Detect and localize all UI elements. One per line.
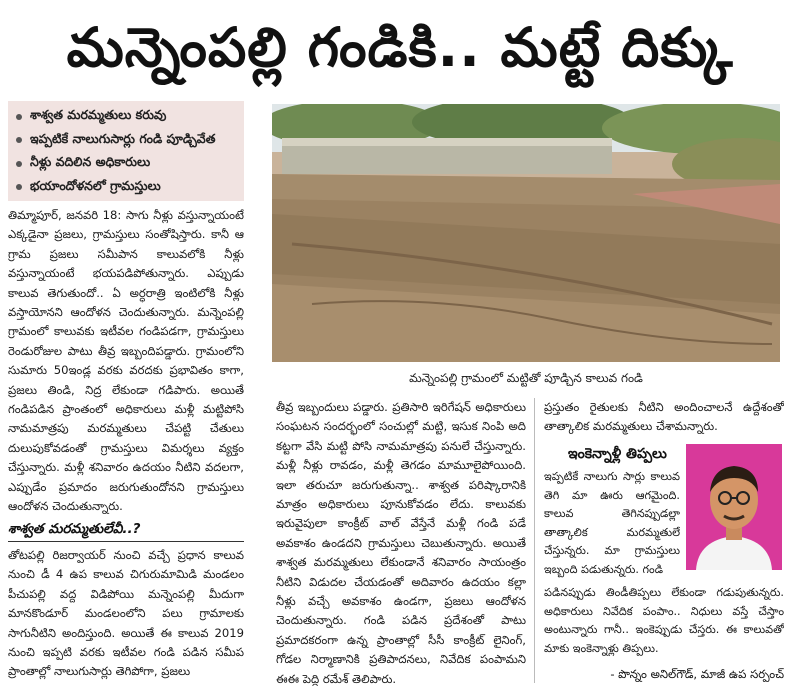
- column-divider: [534, 398, 535, 683]
- quote-text: ఇప్పటికే నాలుగు సార్లు కాలువ తెగి మా ఊరు ఆగమైంది. కాలువ తెగినప్పుడల్లా తాత్కాలిక మరమ్మతులే చేస్తున్నరు. మా గ్రామస్తులు ఇబ్బంది పడుతున్నరు. గండి: [544, 470, 680, 576]
- bullet-icon: [16, 184, 22, 190]
- article-paragraph: తిమ్మాపూర్, జనవరి 18: సాగు నీళ్లు వస్తున్నాయంటే ఎక్కడైనా ప్రజలు, గ్రామస్తులు సంతోషిస్తారు. కానీ ఆ గ్రామ ప్రజలు సమీపాన కాలువలోకి నీళ్లు వస్తున్నాయంటే భయపడిపోతున్నారు. ఎప్పుడు కాలువ తెగుతుందో.. ఏ అర్ధరాత్రి ఇంటిలోకి నీళ్లు వస్తాయోనని ఆందోళన చెందుతున్నారు. మన్నెంపల్లి గ్రామంలో కాలువకు ఇటీవల గండిపడగా, గ్రామస్తులు రెండురోజుల పాటు తీవ్ర ఇబ్బందిపడ్డారు. గ్రామంలోని సుమారు 50ఇండ్ల వరకు వరదకు ప్రభావితం కాగా, ప్రజలు తిండి, నిద్ర లేకుండా గడిపారు. అయితే గండిపడిన ప్రాంతంలో అధికారులు మళ్లీ మట్టిపోసి నామమాత్రపు మరమ్మతులు చేపట్టి చేతులు దులుపుకోవడంతో గ్రామస్తులు విమర్శలు వ్యక్తం చేస్తున్నారు. మళ్లీ శనివారం ఉదయం నీటిని వదలగా, ఎప్పుడేం ప్రమాదం జరుగుతుందోనని గ్రామస్తులు ఆందోళన చెందుతున్నారు.: [8, 208, 244, 514]
- highlights-box: [8, 101, 244, 201]
- article-column-3: [544, 398, 784, 438]
- article-column-2: [276, 398, 526, 686]
- highlight-item: శాశ్వత మరమ్మతులు కరువు: [8, 105, 244, 129]
- photo-caption: మన్నెంపల్లి గ్రామంలో మట్టితో పూడ్చిన కాలువ గండి: [409, 371, 643, 385]
- article-paragraph: తోటపల్లి రిజర్వాయర్ నుంచి వచ్చే ప్రధాన కాలువ నుంచి డీ 4 ఉప కాలువ చిగురుమామిడి మండలం పీచుపల్లి వద్ద విడిపోయి మన్నెంపల్లి మీదుగా మానకొండూర్ మండలంలోని పలు గ్రామాలకు సాగునీటిని అందిస్తుంది. అయితే ఈ కాలువ 2019 నుంచి ఇప్పటి వరకు ఇటీవల గండి పడిన సమీప ప్రాంతాల్లో నాలుగుసార్లు తెగిపోగా, ప్రజలు: [8, 548, 244, 679]
- article-column-1-continued: [8, 546, 244, 686]
- subhead-rule: [8, 541, 244, 542]
- article-column-1: [8, 206, 244, 526]
- canal-breach-photo: [272, 104, 780, 362]
- quote-attribution: - పొన్నం అనిల్‌గౌడ్, మాజీ ఉప సర్పంచ్: [610, 667, 784, 681]
- quote-text-continued: పడినప్పుడు తిండీతిప్పలు లేకుండా గడుపుతున్నరు. అధికారులు నివేదిక పంపాం.. నిధులు వస్తే చేస్తాం అంటున్నారు గానీ.. ఇంకెప్పుడు చేస్తరు. ఈ కాలువతో మాకు ఇంకెన్నాళ్లు తిప్పలు.: [544, 586, 784, 655]
- article-paragraph: ప్రస్తుతం రైతులకు నీటిని అందించాలనే ఉద్దేశంతో తాత్కాలిక మరమ్మతులు చేశామన్నారు.: [544, 400, 784, 434]
- highlight-item: భయాందోళనలో గ్రామస్తులు: [8, 176, 244, 200]
- bullet-icon: [16, 137, 22, 143]
- bullet-icon: [16, 161, 22, 167]
- section-subhead: శాశ్వత మరమ్మతులేవీ..?: [8, 521, 141, 537]
- article-paragraph: తీవ్ర ఇబ్బందులు పడ్డారు. ప్రతిసారి ఇరిగేషన్ అధికారులు సంఘటన సందర్భంలో సంచుల్లో మట్టి, ఇసుక నింపి అది కట్టగా వేసి మట్టి పోసి నామమాత్రపు పనులే చేస్తున్నారు. మళ్లీ నీళ్లు రావడం, మళ్లీ తెగడం మామూలైపోయింది. ఇలా తరుచూ జరుగుతున్నా.. శాశ్వత పరిష్కారానికి మాత్రం అధికారులు పూనుకోవడం లేదు. కాలువకు ఇరువైపులా కాంక్రీట్ వాల్ వేస్తేనే మళ్లీ గండి పడే అవకాశం ఉండదని గ్రామస్తులు చెబుతున్నారు. అయితే శాశ్వత మరమ్మతులు లేకుండానే శనివారం సాయంత్రం నీటిని విడుదల చేయడంతో అదివారం ఉదయం కల్లా నీళ్లు వచ్చే అవకాశం ఉండగా, ప్రజలు ఆందోళన చెందుతున్నారు. గండి పడిన ప్రదేశంతో పాటు ప్రమాదకరంగా ఉన్న ప్రాంతాల్లో సీసీ కాంక్రీట్ లైనింగ్, గోడల నిర్మాణానికి ప్రతిపాదనలు, నివేదిక పంపామని ఈఈ పెద్ది రమేశ్ తెలిపారు.: [276, 400, 526, 686]
- highlight-item: నీళ్లు వదిలిన అధికారులు: [8, 152, 244, 176]
- highlight-item: ఇప్పటికే నాలుగుసార్లు గండి పూడ్చివేత: [8, 129, 244, 153]
- bullet-icon: [16, 114, 22, 120]
- quote-box-title: ఇంకెన్నాళ్లీ తిప్పలు: [568, 446, 667, 462]
- quoted-person-photo: [686, 444, 782, 570]
- headline: మన్నెంపల్లి గండికి.. మట్టే దిక్కు: [66, 16, 734, 79]
